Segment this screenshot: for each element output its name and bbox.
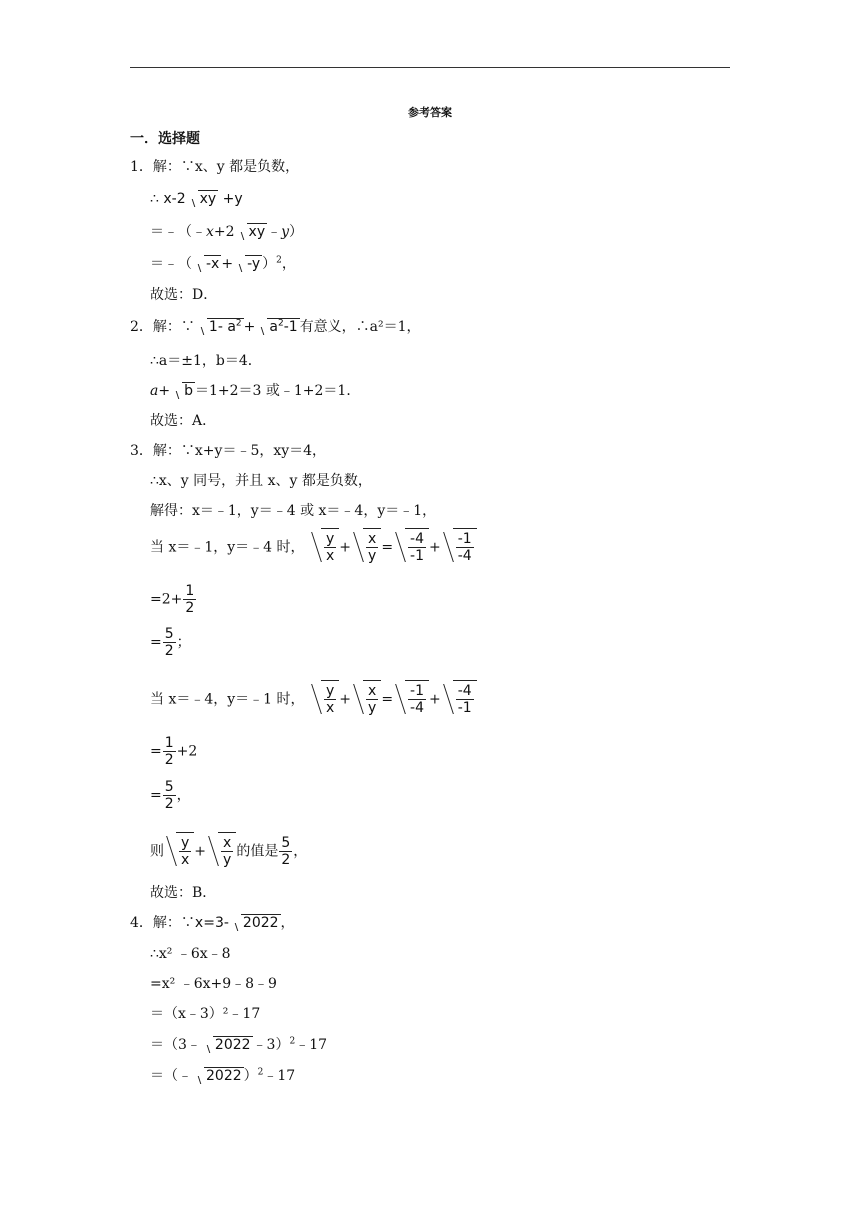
q3-case2: 当 x＝﹣4，y＝﹣1 时， $\frac{y}{x}$ + $\frac{x}{y}$ = $\frac{-1}{-4}$ + $\frac{-4}{-1}$: [150, 680, 477, 716]
q2-answer: 故选：A．: [150, 413, 217, 429]
q4-step4: ＝（3﹣ 2022 ﹣3）$^2$﹣17: [150, 1036, 328, 1053]
q4-step1: ∴x² ﹣6x﹣8: [150, 946, 231, 962]
section-heading: 一．选择题: [130, 131, 200, 147]
q3-conclusion: 则 $\frac{y}{x}$ + $\frac{x}{y}$ 的值是 $\frac{5}{2}$ ，: [150, 832, 307, 868]
q3-case2-result: = $\frac{5}{2}$ ，: [150, 779, 191, 812]
q1-step3: ＝﹣（ -x + -y ）$^2$，: [150, 255, 296, 272]
q3-answer: 故选：B．: [150, 885, 217, 901]
page-title: 参考答案: [408, 106, 452, 119]
q3-case1-step: =2+ $\frac{1}{2}$: [150, 583, 195, 616]
q2-step1: ∴a＝±1，b＝4．: [150, 353, 262, 369]
q4-intro: 4．解：∵x=3- 2022 ，: [130, 915, 295, 931]
q3-step2: 解得：x＝﹣1，y＝﹣4 或 x＝﹣4，y＝﹣1，: [150, 503, 437, 519]
q4-step2: =x² ﹣6x+9﹣8﹣9: [150, 976, 277, 992]
q1-step1: ∴ x-2 xy +y: [150, 191, 243, 207]
q4-step5: ＝（﹣ 2022 ）$^2$﹣17: [150, 1067, 296, 1084]
q4-step3: ＝（x﹣3）²﹣17: [150, 1006, 261, 1022]
q3-case2-step: = $\frac{1}{2}$ +2: [150, 735, 198, 768]
q1-step2: ＝﹣（﹣x+2 xy ﹣y）: [150, 224, 304, 240]
q1-intro: 1．解：∵x、y 都是负数，: [130, 159, 300, 175]
q3-case1-result: = $\frac{5}{2}$ ；: [150, 626, 191, 659]
q2-intro: 2．解：∵ 1- $a^2 + a^2-1$ 有意义，∴a²＝1，: [130, 318, 421, 335]
header-rule: [130, 67, 730, 68]
q1-answer: 故选：D．: [150, 287, 218, 303]
q3-intro: 3．解：∵x+y＝﹣5，xy＝4，: [130, 443, 327, 459]
q3-case1: 当 x＝﹣1，y＝﹣4 时， $\frac{y}{x}$ + $\frac{x}{y}$ = $\frac{-4}{-1}$ + $\frac{-1}{-4}$: [150, 528, 477, 564]
q3-step1: ∴x、y 同号，并且 x、y 都是负数，: [150, 473, 372, 489]
q2-step2: a+ b ＝1+2＝3 或﹣1+2＝1．: [150, 383, 361, 399]
